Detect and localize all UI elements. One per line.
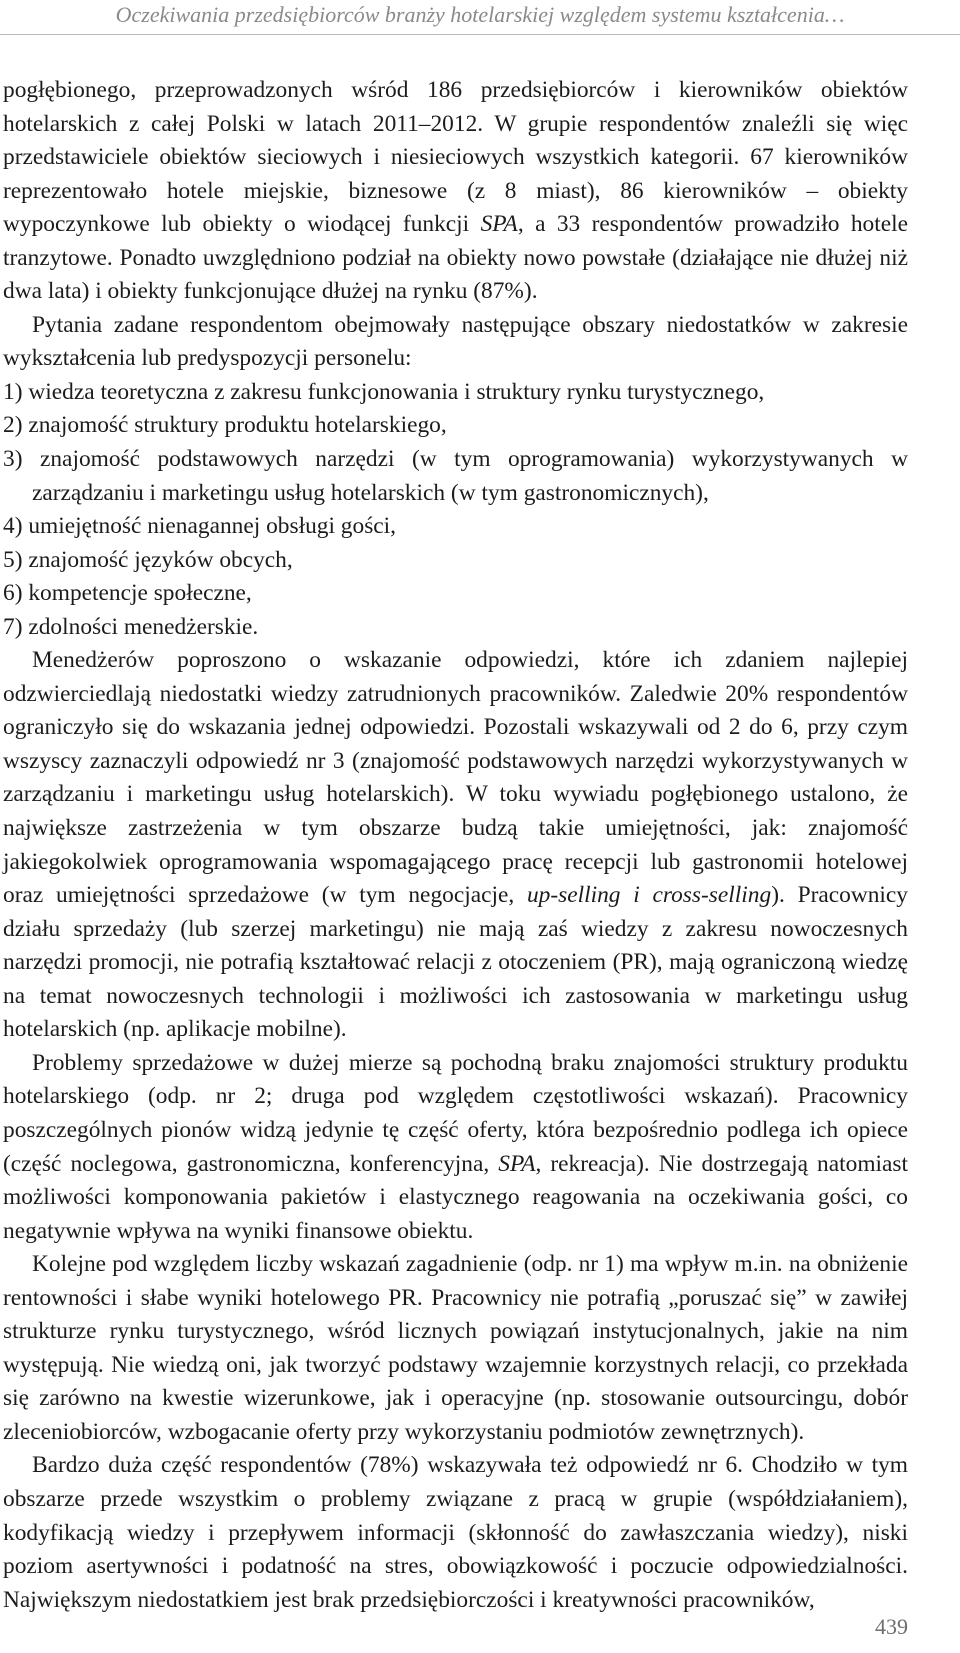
- list-item: 4) umiejętność nienagannej obsługi gości,: [3, 513, 397, 540]
- header-rule: [0, 34, 960, 35]
- paragraph-survey-intro: pogłębionego, przeprowadzonych wśród 186 przedsiębiorców i kierowników obiektów hotelarskich z całej Polski w latach 2011–2012. W grupie respondentów znaleźli się więc przedstawiciele obiektów sieciowych i niesieciowych wszystkich kategorii. 67 kierowników reprezentowało hotele miejskie, biznesowe (z 8 miast), 86 kierowników – obiekty wypoczynkowe lub obiekty o wiodącej funkcji SPA, a 33 respondentów prowadziło hotele tranzytowe. Ponadto uwzględniono podział na obiekty nowo powstałe (działające nie dłużej niż dwa lata) i obiekty funkcjonujące dłużej na rynku (87%).: [3, 77, 909, 305]
- paragraph-sales-problems: Problemy sprzedażowe w dużej mierze są pochodną braku znajomości struktury produktu hotelarskiego (odp. nr 2; druga pod względem częstotliwości wskazań). Pracownicy poszczególnych pionów widzą jedynie tę część oferty, która bezpośrednio podlega ich opiece (część noclegowa, gastronomiczna, konferencyjna, SPA, rekreacja). Nie dostrzegają natomiast możliwości komponowania pakietów i elastycznego reagowania na oczekiwania gości, co negatywnie wpływa na wyniki finansowe obiektu.: [3, 1049, 908, 1244]
- upselling-term: up-selling i cross-selling: [526, 882, 772, 909]
- paragraph-managers-answers: Menedżerów poproszono o wskazanie odpowiedzi, które ich zdaniem najlepiej odzwierciedlają niedostatki wiedzy zatrudnionych pracowników. Zaledwie 20% respondentów ograniczyło się do wskazania jednej odpowiedzi. Pozostali wskazywali od 2 do 6, przy czym wszyscy zaznaczyli odpowiedź nr 3 (znajomość podstawowych narzędzi wykorzystywanych w zarządzaniu i marketingu usług hotelarskich). W toku wywiadu pogłębionego ustalono, że największe zastrzeżenia w tym obszarze budzą takie umiejętności, jak: znajomość jakiegokolwiek oprogramowania wspomagającego pracę recepcji lub gastronomii hotelowej oraz umiejętności sprzedażowe (w tym negocjacje, up-selling i cross-selling). Pracownicy działu sprzedaży (lub szerzej marketingu) nie mają zaś wiedzy z zakresu nowoczesnych narzędzi promocji, nie potrafią kształtować relacji z otoczeniem (PR), mają ograniczoną wiedzę na temat nowoczesnych technologii i możliwości ich zastosowania w marketingu usług hotelarskich (np. aplikacje mobilne).: [3, 647, 908, 1043]
- running-header: [0, 0, 960, 36]
- spa-term: SPA: [498, 1150, 536, 1177]
- running-title: Oczekiwania przedsiębiorców branży hotelarskiej względem systemu kształcenia…: [115, 2, 845, 27]
- page-number: 439: [875, 1614, 908, 1639]
- list-item: 1) wiedza teoretyczna z zakresu funkcjonowania i struktury rynku turystycznego,: [3, 378, 765, 405]
- paragraph-market-knowledge: Kolejne pod względem liczby wskazań zagadnienie (odp. nr 1) ma wpływ m.in. na obniżenie rentowności i słabe wyniki hotelowego PR. Pracownicy nie potrafią „poruszać się” w zawiłej strukturze rynku turystycznego, wśród licznych powiązań instytucjonalnych, jakie na nim występują. Nie wiedzą oni, jak tworzyć podstawy wzajemnie korzystnych relacji, co przekłada się zarówno na kwestie wizerunkowe, jak i operacyjne (np. stosowanie outsourcingu, dobór zleceniobiorców, wzbogacanie oferty przy wykorzystaniu podmiotów zewnętrznych).: [3, 1251, 908, 1445]
- list-item: 2) znajomość struktury produktu hotelarskiego,: [3, 412, 447, 439]
- paragraph-questions-intro: Pytania zadane respondentom obejmowały następujące obszary niedostatków w zakresie wykształcenia lub predyspozycji personelu:: [3, 311, 908, 372]
- paragraph-social-competence: Bardzo duża część respondentów (78%) wskazywała też odpowiedź nr 6. Chodziło w tym obszarze przede wszystkim o problemy związane z pracą w grupie (współdziałaniem), kodyfikacją wiedzy i przepływem informacji (skłonność do zawłaszczania wiedzy), niski poziom asertywności i podatność na stres, obowiązkowość i poczucie odpowiedzialności. Największym niedostatkiem jest brak przedsiębiorczości i kreatywności pracowników,: [3, 1452, 908, 1613]
- list-item: 6) kompetencje społeczne,: [3, 580, 252, 607]
- list-item: 7) zdolności menedżerskie.: [3, 613, 259, 640]
- list-item: 3) znajomość podstawowych narzędzi (w tym oprogramowania) wykorzystywanych w zarządzaniu i marketingu usług hotelarskich (w tym gastronomicznych),: [3, 446, 908, 506]
- list-item: 5) znajomość języków obcych,: [3, 546, 293, 573]
- main-text: [3, 74, 908, 1617]
- spa-term: SPA: [480, 211, 518, 238]
- numbered-list: [3, 376, 908, 644]
